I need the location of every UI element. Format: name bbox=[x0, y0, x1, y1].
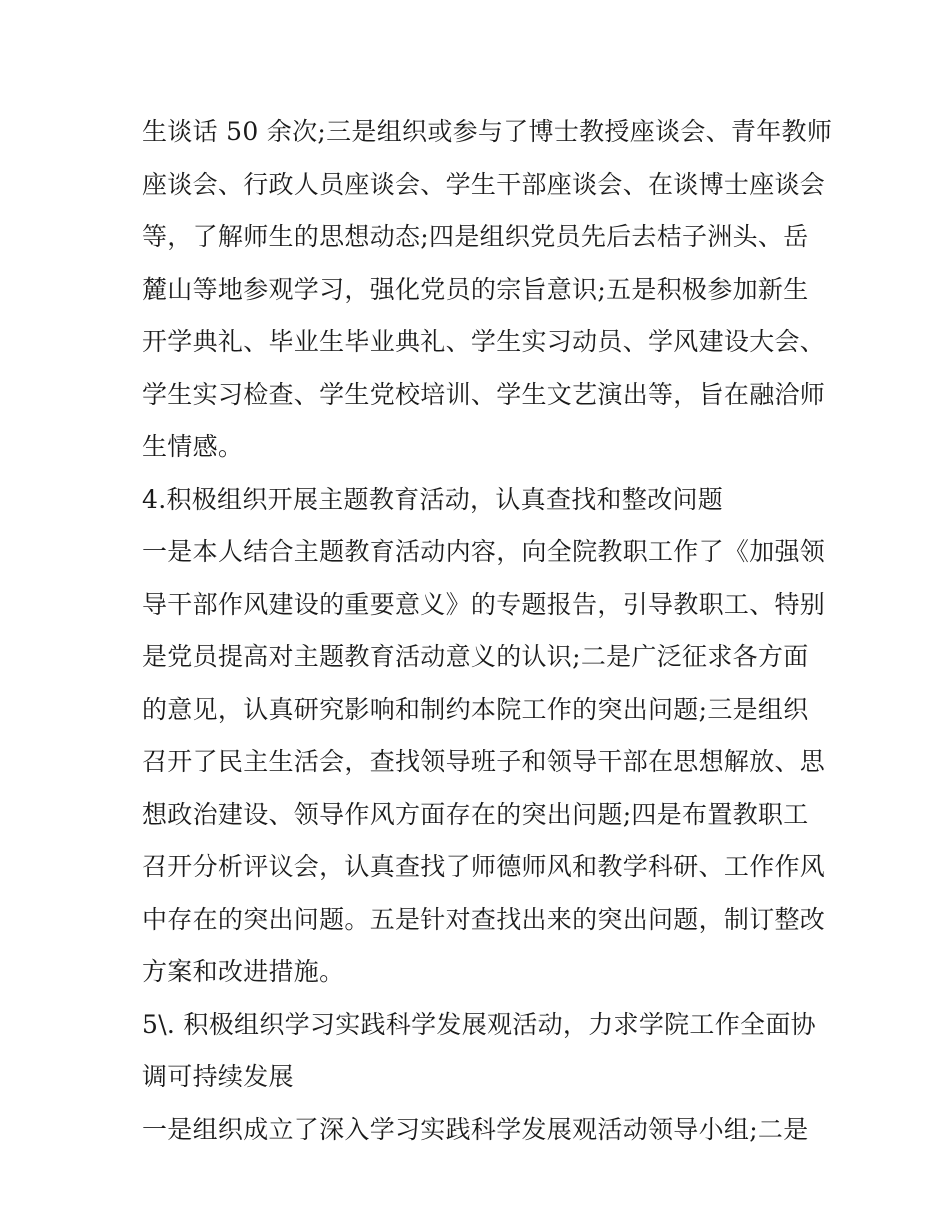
text-line: 麓山等地参观学习，强化党员的宗旨意识;五是积极参加新生 bbox=[142, 274, 809, 304]
text-line: 方案和改进措施。 bbox=[142, 957, 345, 986]
section-heading-4: 4.积极组织开展主题教育活动，认真查找和整改问题 bbox=[142, 484, 724, 514]
text-line: 等，了解师生的思想动态;四是组织党员先后去桔子洲头、岳 bbox=[142, 222, 809, 251]
text-line: 学生实习检查、学生党校培训、学生文艺演出等，旨在融洽师 bbox=[142, 379, 826, 409]
text-line: 生情感。 bbox=[142, 432, 244, 461]
text-line: 导干部作风建设的重要意义》的专题报告，引导教职工、特别 bbox=[142, 589, 826, 619]
text-line: 一是本人结合主题教育活动内容，向全院教职工作了《加强领 bbox=[142, 537, 826, 566]
text-line: 召开了民主生活会，查找领导班子和领导干部在思想解放、思 bbox=[142, 747, 826, 776]
text-line: 生谈话 50 余次;三是组织或参与了博士教授座谈会、青年教师 bbox=[142, 117, 833, 146]
text-line: 中存在的突出问题。五是针对查找出来的突出问题，制订整改 bbox=[142, 904, 826, 934]
text-line: 是党员提高对主题教育活动意义的认识;二是广泛征求各方面 bbox=[142, 642, 809, 671]
text-line: 的意见，认真研究影响和制约本院工作的突出问题;三是组织 bbox=[142, 694, 809, 724]
document-body bbox=[142, 106, 833, 1156]
text-line: 召开分析评议会，认真查找了师德师风和教学科研、工作作风 bbox=[142, 852, 826, 881]
text-line: 座谈会、行政人员座谈会、学生干部座谈会、在谈博士座谈会 bbox=[142, 169, 826, 199]
section-heading-5: 5\. 积极组织学习实践科学发展观活动，力求学院工作全面协 bbox=[142, 1009, 816, 1039]
section-heading-5-continued: 调可持续发展 bbox=[142, 1062, 294, 1091]
text-line: 开学典礼、毕业生毕业典礼、学生实习动员、学风建设大会、 bbox=[142, 327, 826, 356]
text-line: 一是组织成立了深入学习实践科学发展观活动领导小组;二是 bbox=[142, 1114, 809, 1144]
text-line: 想政治建设、领导作风方面存在的突出问题;四是布置教职工 bbox=[142, 799, 809, 829]
